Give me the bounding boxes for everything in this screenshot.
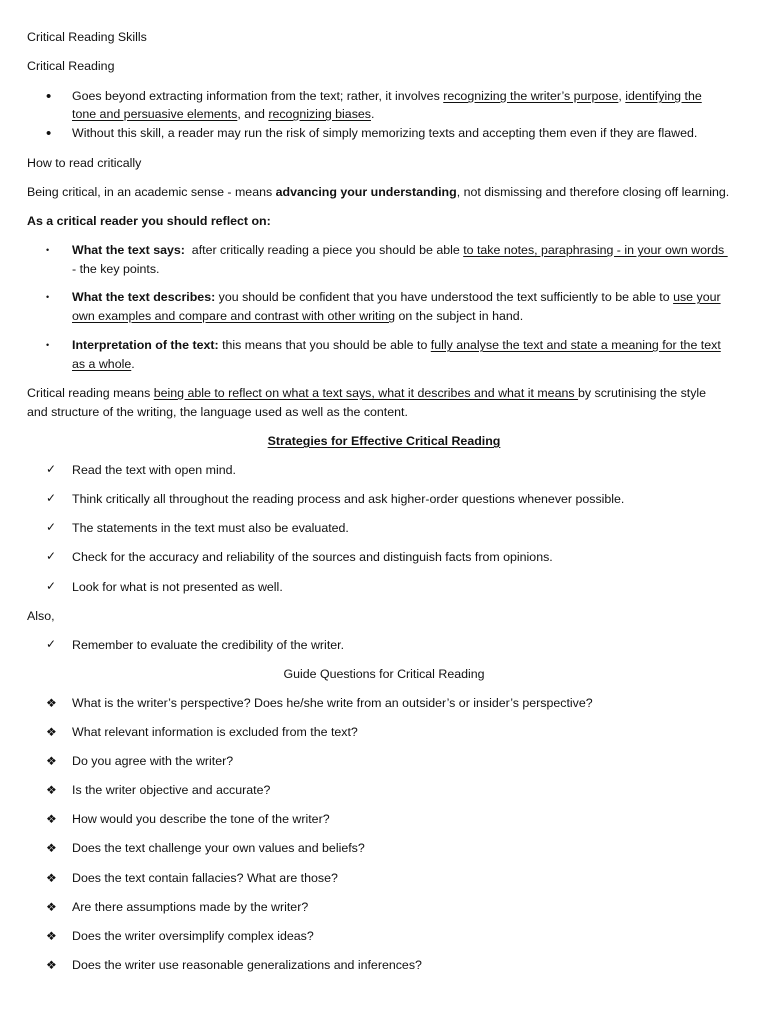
- guide-question: Is the writer objective and accurate?: [72, 783, 271, 797]
- strategy-item: Check for the accuracy and reliability of the sources and distinguish facts from opinions.: [72, 550, 553, 564]
- check-icon: ✓: [46, 549, 57, 563]
- reflect-item-2-line-2: own examples and compare and contrast with other writing on the subject in hand.: [72, 309, 524, 323]
- also-label: Also,: [27, 609, 55, 623]
- strategy-item: Think critically all throughout the reading process and ask higher-order questions whenever possible.: [72, 492, 625, 506]
- strategies-heading: Strategies for Effective Critical Reading: [267, 434, 501, 448]
- guide-question: Does the text contain fallacies? What are those?: [72, 871, 338, 885]
- guide-question: Does the writer oversimplify complex ideas?: [72, 929, 314, 943]
- diamond-bullet-icon: ❖: [46, 929, 57, 943]
- diamond-bullet-icon: ❖: [46, 783, 57, 797]
- strategy-item: Read the text with open mind.: [72, 463, 236, 477]
- section-heading-critical-reading: Critical Reading: [27, 59, 115, 73]
- diamond-bullet-icon: ❖: [46, 871, 57, 885]
- diamond-bullet-icon: ❖: [46, 696, 57, 710]
- bullet-marker: •: [46, 292, 50, 302]
- check-icon: ✓: [46, 520, 57, 534]
- diamond-bullet-icon: ❖: [46, 841, 57, 855]
- strategy-item: Look for what is not presented as well.: [72, 580, 283, 594]
- bullet-marker: •: [46, 340, 50, 350]
- guide-question: Does the writer use reasonable generalizations and inferences?: [72, 958, 422, 972]
- guide-question: Are there assumptions made by the writer?: [72, 900, 309, 914]
- bullet-2: Without this skill, a reader may run the risk of simply memorizing texts and accepting them even if they are flawed.: [72, 126, 698, 140]
- bullet-1-line-2: tone and persuasive elements, and recognizing biases.: [72, 107, 375, 121]
- guide-question: Do you agree with the writer?: [72, 754, 234, 768]
- reflect-item-2-line-1: What the text describes: you should be confident that you have understood the text sufficiently to be able to use your: [72, 290, 721, 304]
- diamond-bullet-icon: ❖: [46, 725, 57, 739]
- guide-questions-heading: Guide Questions for Critical Reading: [283, 667, 485, 681]
- bullet-1-line-1: Goes beyond extracting information from the text; rather, it involves recognizing the writer’s purpose, identifying the: [72, 89, 702, 103]
- reflect-heading: As a critical reader you should reflect on:: [27, 214, 271, 228]
- also-item: Remember to evaluate the credibility of the writer.: [72, 638, 345, 652]
- bullet-marker: •: [46, 245, 50, 255]
- bullet-marker: •: [46, 88, 52, 105]
- check-icon: ✓: [46, 637, 57, 651]
- guide-question: What is the writer’s perspective? Does he/she write from an outsider’s or insider’s perspective?: [72, 696, 593, 710]
- guide-question: Does the text challenge your own values and beliefs?: [72, 841, 365, 855]
- diamond-bullet-icon: ❖: [46, 812, 57, 826]
- reflect-item-1-line-2: - the key points.: [72, 262, 160, 276]
- document-title: Critical Reading Skills: [27, 30, 147, 44]
- reflect-item-3-line-2: as a whole.: [72, 357, 135, 371]
- strategy-item: The statements in the text must also be evaluated.: [72, 521, 349, 535]
- being-critical-paragraph: Being critical, in an academic sense - means advancing your understanding, not dismissing and therefore closing off learning.: [27, 185, 730, 199]
- how-to-read-heading: How to read critically: [27, 156, 142, 170]
- guide-question: How would you describe the tone of the writer?: [72, 812, 330, 826]
- guide-question: What relevant information is excluded from the text?: [72, 725, 358, 739]
- diamond-bullet-icon: ❖: [46, 958, 57, 972]
- check-icon: ✓: [46, 491, 57, 505]
- reflect-item-3-line-1: Interpretation of the text: this means that you should be able to fully analyse the text and state a meaning for the text: [72, 338, 721, 352]
- critical-means-line-1: Critical reading means being able to reflect on what a text says, what it describes and what it means by scrutinising the style: [27, 386, 707, 400]
- bullet-marker: •: [46, 125, 52, 142]
- diamond-bullet-icon: ❖: [46, 900, 57, 914]
- check-icon: ✓: [46, 579, 57, 593]
- check-icon: ✓: [46, 462, 57, 476]
- reflect-item-1-line-1: What the text says: after critically reading a piece you should be able to take notes, paraphrasing - in your own words: [72, 243, 728, 257]
- diamond-bullet-icon: ❖: [46, 754, 57, 768]
- critical-means-line-2: and structure of the writing, the language used as well as the content.: [27, 405, 408, 419]
